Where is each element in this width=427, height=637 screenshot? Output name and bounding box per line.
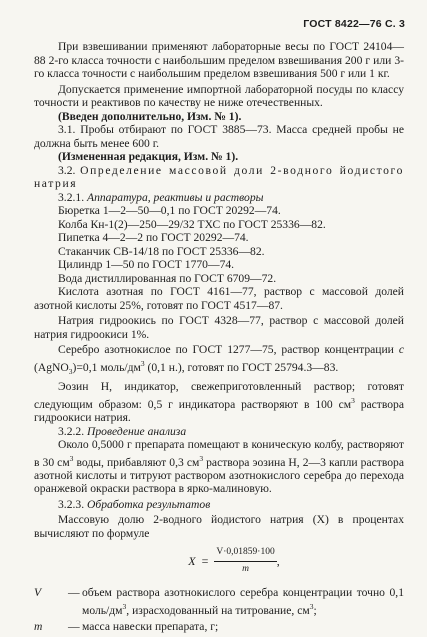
text-fragment: (0,1 н.), готовят по ГОСТ 25794.3—83. xyxy=(147,360,339,374)
definition-v xyxy=(34,586,404,617)
section-title: Аппаратура, реактивы и растворы xyxy=(87,190,264,204)
section-3-2-heading xyxy=(34,164,404,191)
text-fragment: воды, прибавляют 0,3 см xyxy=(76,455,200,469)
reagent-item-eosin xyxy=(34,380,404,424)
superscript: 3 xyxy=(309,601,314,611)
paragraph-analysis xyxy=(34,438,404,496)
definition-symbol: m xyxy=(34,620,43,634)
paragraph-imported-ware: Допускается применение импортной лабораторной посуды по классу точности и реактивов по качеству не ниже отечественных. xyxy=(34,82,404,109)
reagent-item-silver-nitrate xyxy=(34,343,404,378)
section-number: 3.2.3. xyxy=(58,497,85,511)
text-fragment: Серебро азотнокислое по ГОСТ 1277—75, раствор концентрации xyxy=(58,343,394,356)
text-fragment: Около 0,5000 г препарата помещают в коническую колбу, растворяют в 30 см xyxy=(34,438,404,469)
section-title: Обработка результатов xyxy=(87,497,211,511)
equipment-item: Пипетка 4—2—2 по ГОСТ 20292—74. xyxy=(58,231,249,244)
text-fragment: ; xyxy=(313,603,317,617)
definition-dash: — xyxy=(68,586,80,600)
subscript: 3 xyxy=(68,366,73,376)
formula-numerator: V·0,01859·100 xyxy=(214,546,276,562)
text-fragment: Эозин Н, индикатор, свежеприготовленный раствор; готовят следующим образом: 0,5 г индикатора растворяют в 100 см xyxy=(34,380,404,411)
formula-equals: = xyxy=(201,553,209,568)
reagent-item: Вода дистиллированная по ГОСТ 6709—72. xyxy=(58,271,277,285)
superscript: 3 xyxy=(69,453,74,463)
equipment-item: Бюретка 1—2—50—0,1 по ГОСТ 20292—74. xyxy=(58,204,281,217)
paragraph-calculation: Массовую долю 2-водного йодистого натрия (X) в процентах вычисляют по формуле xyxy=(34,513,404,540)
definition-m xyxy=(34,620,404,634)
definition-symbol: V xyxy=(34,586,42,600)
section-3-2-3-heading xyxy=(34,498,404,512)
text-fragment: )=0,1 моль/дм xyxy=(72,360,141,374)
superscript: 3 xyxy=(140,358,145,368)
text-fragment: с xyxy=(398,343,404,356)
paragraph-scales: При взвешивании применяют лабораторные весы по ГОСТ 24104—88 2-го класса точности с наибольшим пределом взвешивания 200 г или 3-го класса точности с наибольшим пределом взвешивания 500 г или 1 кг. xyxy=(34,40,404,80)
equipment-item: Колба Кн-1(2)—250—29/32 ТХС по ГОСТ 25336—82. xyxy=(58,217,326,231)
formula-fraction xyxy=(214,546,276,576)
definition-text xyxy=(82,586,404,617)
equipment-item: Стаканчик СВ-14/18 по ГОСТ 25336—82. xyxy=(58,244,265,258)
text-fragment: раствора эозина Н, 2—3 капли раствора азотной кислоты и титруют раствором азотнокислого серебра до перехода оранжевой окраски раствора в ярко-малиновую. xyxy=(34,455,404,496)
section-title: Проведение анализа xyxy=(87,424,187,438)
reagent-item: Кислота азотная по ГОСТ 4161—77, раствор с массовой долей азотной кислоты 25%, готовят по ГОСТ 4517—87. xyxy=(34,285,404,312)
equipment-item: Цилиндр 1—50 по ГОСТ 1770—74. xyxy=(58,258,235,271)
superscript: 3 xyxy=(122,601,127,611)
text-fragment: раствора гидроокиси натрия. xyxy=(34,397,404,425)
reagent-item: Натрия гидроокись по ГОСТ 4328—77, раствор с массовой долей натрия гидроокиси 1%. xyxy=(34,314,404,341)
text-fragment: , израсходованный на титрование, см xyxy=(126,603,310,617)
paragraph-sampling: 3.1. Пробы отбирают по ГОСТ 3885—73. Масса средней пробы не должна быть менее 600 г. xyxy=(34,123,404,150)
formula-denominator: m xyxy=(242,563,249,574)
section-number: 3.2.1. xyxy=(58,190,85,204)
page-header: ГОСТ 8422—76 С. 3 xyxy=(303,18,405,30)
section-title: Определение массовой доли 2-водного йодистого натрия xyxy=(34,163,404,190)
section-number: 3.2.2. xyxy=(58,424,85,438)
definition-text: масса навески препарата, г; xyxy=(82,620,219,634)
amendment-note-1: (Введен дополнительно, Изм. № 1). xyxy=(58,109,242,123)
section-3-2-2-heading xyxy=(34,425,404,439)
formula-lhs: X xyxy=(188,553,196,568)
formula xyxy=(64,546,404,576)
section-number: 3.2. xyxy=(58,163,76,177)
superscript: 3 xyxy=(351,395,355,405)
text-fragment: (AgNO xyxy=(34,360,69,374)
document-body xyxy=(34,40,404,634)
superscript: 3 xyxy=(199,453,204,463)
section-3-2-1-heading xyxy=(34,191,404,205)
amendment-note-2: (Измененная редакция, Изм. № 1). xyxy=(58,150,239,163)
formula-comma: , xyxy=(276,553,280,568)
definition-dash: — xyxy=(68,620,80,634)
text-fragment: объем раствора азотнокислого серебра концентрации точно 0,1 моль/дм xyxy=(82,586,404,617)
